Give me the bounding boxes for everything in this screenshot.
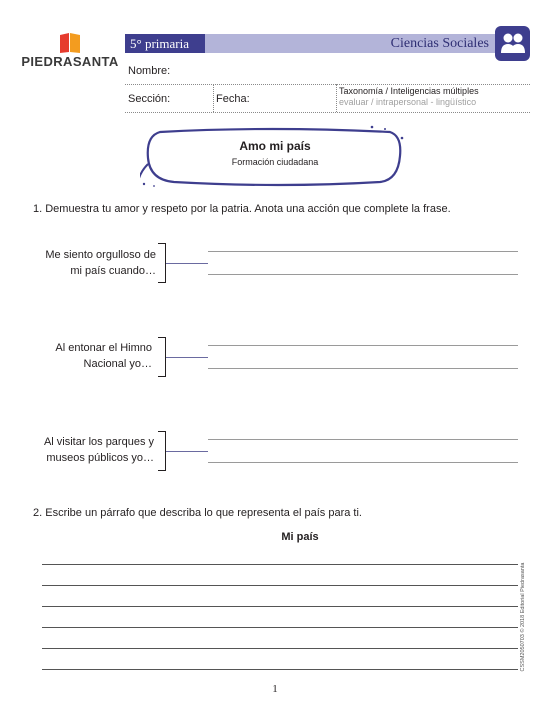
prompt-2: Al entonar el Himno Nacional yo… [55, 342, 152, 370]
writing-line[interactable] [42, 564, 518, 565]
writing-line[interactable] [42, 606, 518, 607]
subject-title: Ciencias Sociales [205, 34, 495, 53]
prompt-1: Me siento orgulloso de mi país cuando… [45, 249, 156, 277]
connector [166, 263, 208, 264]
answer-line-3b[interactable] [208, 462, 518, 463]
answer-line-1a[interactable] [208, 251, 518, 252]
exercise1-instruction: 1. Demuestra tu amor y respeto por la patria. Anota una acción que complete la frase. [33, 203, 451, 215]
section-label: Sección: [128, 93, 171, 105]
exercise2-instruction: 2. Escribe un párrafo que describa lo que representa el país para ti. [33, 507, 362, 519]
connector [166, 357, 208, 358]
writing-line[interactable] [42, 627, 518, 628]
publisher-name: PIEDRASANTA [21, 54, 119, 69]
worksheet-title: Amo mi país [239, 139, 311, 153]
date-label: Fecha: [216, 93, 250, 105]
page-number: 1 [272, 683, 278, 695]
book-logo-icon [58, 31, 82, 55]
people-icon [495, 26, 530, 61]
brace [158, 243, 166, 283]
grade-label: 5° primaria [125, 34, 205, 53]
taxonomy-values: evaluar / intrapersonal - lingüístico [339, 97, 477, 107]
answer-line-1b[interactable] [208, 274, 518, 275]
worksheet-subtitle: Formación ciudadana [231, 157, 319, 167]
name-label: Nombre: [128, 65, 171, 77]
answer-line-3a[interactable] [208, 439, 518, 440]
taxonomy-title: Taxonomía / Inteligencias múltiples [339, 86, 479, 96]
answer-line-2a[interactable] [208, 345, 518, 346]
divider [125, 84, 530, 85]
publisher-logo [20, 28, 120, 72]
connector [166, 451, 208, 452]
divider [125, 112, 530, 113]
writing-line[interactable] [42, 669, 518, 670]
answer-line-2b[interactable] [208, 368, 518, 369]
brace [158, 431, 166, 471]
writing-line[interactable] [42, 648, 518, 649]
paragraph-title: Mi país [281, 531, 319, 543]
copyright-code: CSSM2050703 © 2018 Editorial Piedrasanta [520, 562, 526, 672]
divider [336, 84, 337, 112]
brace [158, 337, 166, 377]
prompt-3: Al visitar los parques y museos públicos yo… [43, 436, 154, 464]
subject-icon [495, 26, 530, 61]
writing-line[interactable] [42, 585, 518, 586]
divider [213, 84, 214, 112]
